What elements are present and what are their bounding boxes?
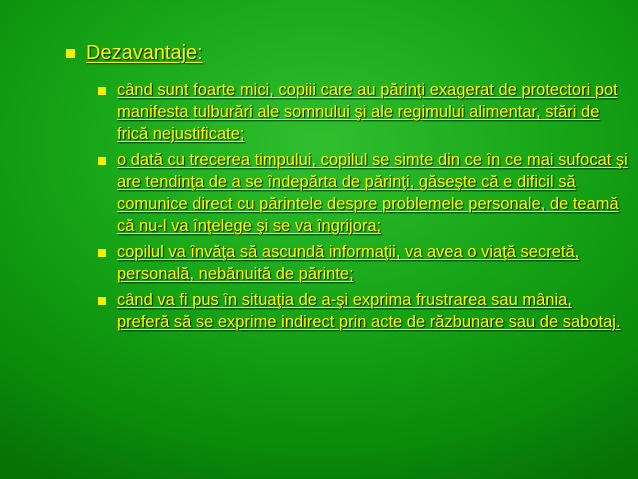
square-bullet-icon [66,49,75,58]
list-item [98,289,628,333]
list-item [98,149,628,237]
square-bullet-icon [98,157,106,165]
list-item-text: o dată cu trecerea timpului, copilul se simte din ce în ce mai sufocat şi are tendinţa de a se îndepărta de părinţi, găseşte că e dificil să comunice direct cu părintele despre problemele personale, de teamă că nu-l va înţelege şi se va îngrijora; [117,151,628,235]
list-item [98,241,628,285]
bullet-list [98,79,628,337]
list-item-text: copilul va învăţa să ascundă informaţii, va avea o viaţă secretă, personală, nebănuită de părinte; [117,243,580,283]
square-bullet-icon [98,87,106,95]
list-item [98,79,628,145]
list-item-text: când sunt foarte mici, copiii care au părinţi exagerat de protectori pot manifesta tulburări ale somnului şi ale regimului alimentar, stări de frică nejustificate; [117,81,618,143]
slide-heading: Dezavantaje: [86,42,203,64]
square-bullet-icon [98,249,106,257]
list-item-text: când va fi pus în situaţia de a-şi exprima frustrarea sau mânia, preferă să se exprime indirect prin acte de răzbunare sau de sabotaj. [117,291,621,331]
square-bullet-icon [98,297,106,305]
heading-row [66,40,203,66]
